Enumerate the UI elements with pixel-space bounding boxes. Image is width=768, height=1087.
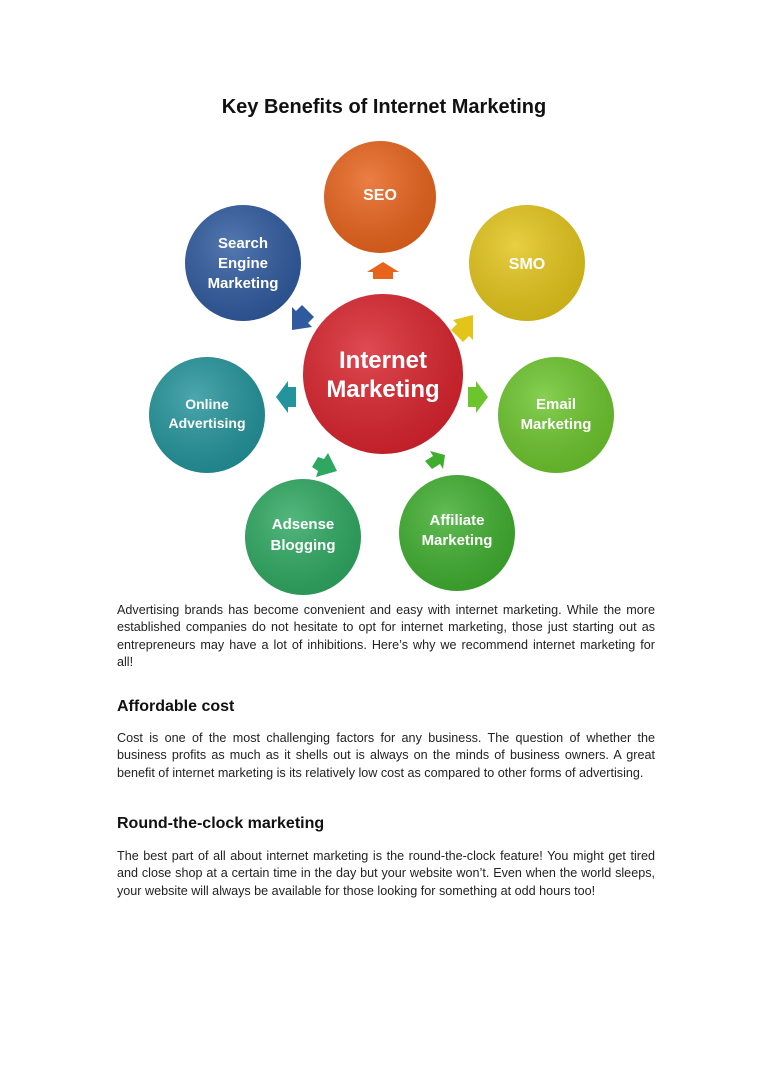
node-online-advertising	[149, 357, 265, 473]
node-seo	[324, 141, 436, 253]
center-label-line2: Marketing	[326, 376, 440, 403]
arrow-to-adsense	[312, 453, 337, 477]
node-seo-label: SEO	[363, 187, 397, 204]
diagram-canvas	[140, 135, 630, 600]
arrow-to-email	[468, 381, 488, 413]
node-adsense-blogging	[245, 479, 361, 595]
node-sem-label-line3: Marketing	[207, 275, 279, 292]
section-text-round-the-clock: The best part of all about internet marketing is the round-the-clock feature! You might get tired and close shop at a certain time in the day but your website won’t. Even when the world sleeps, your website will always be available for those looking for something at odd hours too!	[117, 849, 655, 898]
node-online-label-line1: Online	[185, 396, 229, 412]
node-online-label-line2: Advertising	[168, 415, 246, 431]
internet-marketing-diagram	[140, 135, 630, 600]
arrow-to-sem	[292, 305, 314, 330]
node-affiliate-marketing	[399, 475, 515, 591]
arrow-to-affiliate	[425, 451, 445, 469]
intro-paragraph: Advertising brands has become convenient and easy with internet marketing. While the more established companies do not hesitate to opt for internet marketing, those just starting out as entrepreneurs may have a lot of inhibitions. Here’s why we recommend internet marketing for all!	[117, 603, 655, 670]
node-email-label-line2: Marketing	[520, 416, 592, 433]
node-sem-label-line1: Search	[217, 235, 269, 252]
section-heading-affordable-cost: Affordable cost	[117, 698, 235, 715]
section-heading-round-the-clock: Round-the-clock marketing	[117, 815, 325, 832]
node-smo	[469, 205, 585, 321]
page-title: Key Benefits of Internet Marketing	[221, 96, 547, 118]
node-affiliate-label-line1: Affiliate	[429, 512, 485, 529]
arrow-to-online	[276, 381, 296, 413]
node-search-engine-marketing	[185, 205, 301, 321]
center-node-internet-marketing	[303, 294, 463, 454]
node-email-marketing	[498, 357, 614, 473]
arrow-to-seo	[367, 262, 399, 279]
node-adsense-label-line1: Adsense	[271, 516, 335, 533]
node-sem-label-line2: Engine	[217, 255, 269, 272]
section-text-affordable-cost: Cost is one of the most challenging factors for any business. The question of whether the business profits as much as it shells out is always on the minds of business owners. A great benefit of internet marketing is its relatively low cost as compared to other forms of advertising.	[117, 731, 655, 780]
node-affiliate-label-line2: Marketing	[421, 532, 493, 549]
center-label-line1: Internet	[338, 347, 428, 374]
node-smo-label: SMO	[508, 256, 546, 273]
node-adsense-label-line2: Blogging	[270, 537, 336, 554]
node-email-label-line1: Email	[535, 396, 577, 413]
